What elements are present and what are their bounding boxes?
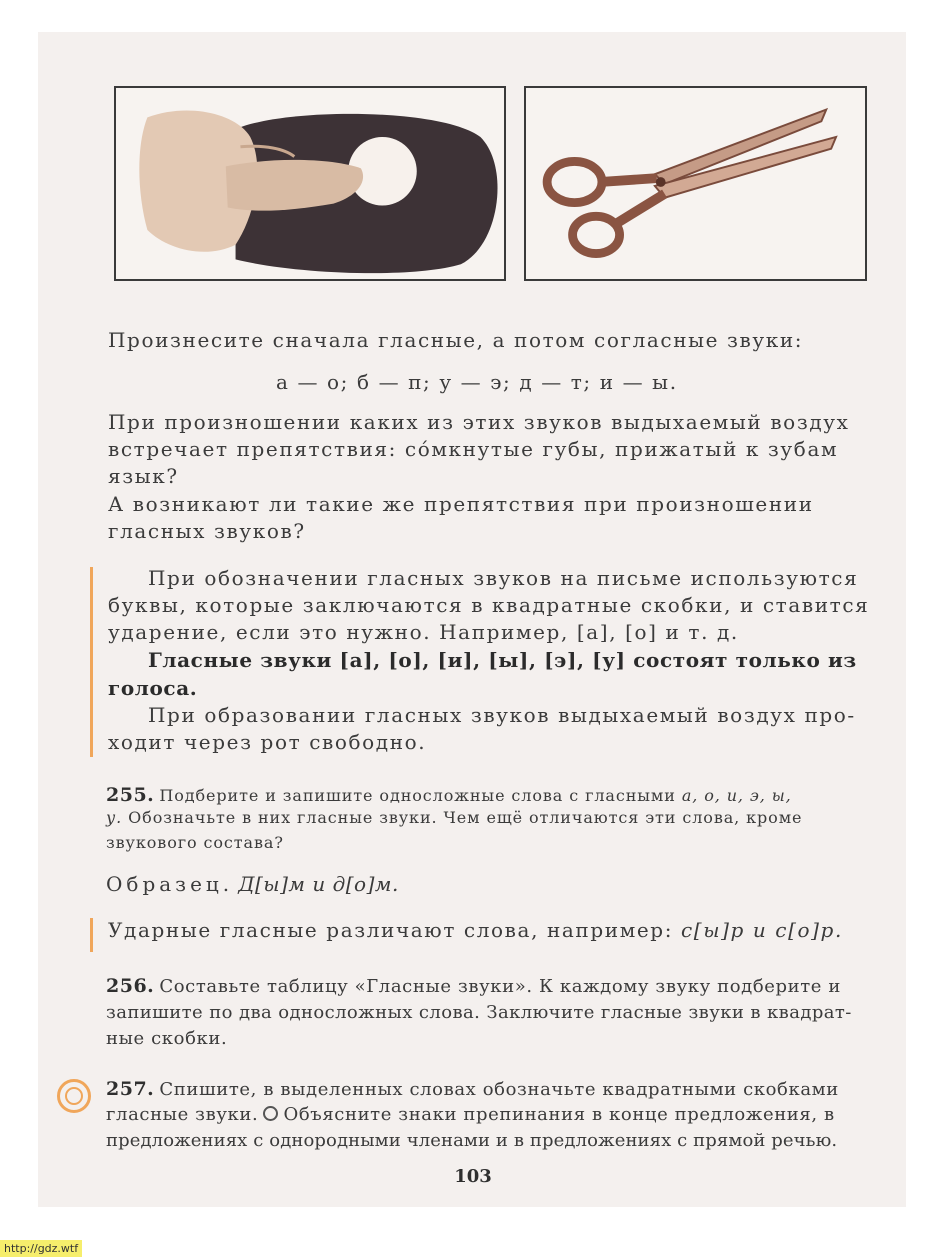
sample-text: Д[ы]м и д[о]м. xyxy=(238,872,399,896)
page-number: 103 xyxy=(454,1166,492,1187)
exercise-text: звукового состава? xyxy=(106,833,284,852)
sample-label: Образец. xyxy=(106,872,234,896)
exercise-text: запишите по два односложных слова. Заключите гласные звуки в квадрат- xyxy=(106,1002,852,1023)
exercise-sample xyxy=(106,872,399,896)
rule-bold-line: голоса. xyxy=(108,676,198,700)
exercise-text: ные скобки. xyxy=(106,1028,228,1049)
rule-line: ударение, если это нужно. Например, [а], [о] и т. д. xyxy=(108,620,739,644)
exercise-marker-icon xyxy=(57,1079,91,1113)
exercise-number: 257. xyxy=(106,1078,155,1100)
rule-bold-line: Гласные звуки [а], [о], [и], [ы], [э], [у] состоят только из xyxy=(148,648,857,672)
watermark-link[interactable]: http://gdz.wtf xyxy=(0,1240,82,1257)
exercise-number: 256. xyxy=(106,975,155,997)
note-example: с[ы]р и с[о]р. xyxy=(681,918,843,942)
rule-line: буквы, которые заключаются в квадратные скобки, и ставится xyxy=(108,593,870,617)
exercise-text: Составьте таблицу «Гласные звуки». К каждому звуку подберите и xyxy=(159,976,841,997)
rule-line: ходит через рот свободно. xyxy=(108,730,427,754)
exercise-text: Обозначьте в них гласные звуки. Чем ещё отличаются эти слова, кроме xyxy=(122,808,803,827)
note-marker xyxy=(90,918,93,952)
exercise-number: 255. xyxy=(106,784,155,806)
question-line: гласных звуков? xyxy=(108,519,306,543)
vowel-letters: а, о, и, э, ы, xyxy=(681,786,792,805)
exercise-text: гласные звуки. xyxy=(106,1104,259,1125)
vowel-letter: у. xyxy=(106,808,123,827)
question-line: язык? xyxy=(108,464,179,488)
rule-marker xyxy=(90,567,93,757)
sound-pairs: а — о; б — п; у — э; д — т; и — ы. xyxy=(276,370,678,394)
exercise-255 xyxy=(106,784,792,806)
exercise-256 xyxy=(106,975,841,997)
exercise-text: предложениях с однородными членами и в предложениях с прямой речью. xyxy=(106,1130,838,1151)
question-line: А возникают ли такие же препятствия при произношении xyxy=(108,492,814,516)
illustration-hand xyxy=(114,86,506,281)
exercise-255-line2 xyxy=(106,808,802,827)
exercise-text: Спишите, в выделенных словах обозначьте квадратными скобками xyxy=(159,1079,839,1100)
intro-instruction: Произнесите сначала гласные, а потом согласные звуки: xyxy=(108,328,804,352)
rule-line: При обозначении гласных звуков на письме используются xyxy=(148,566,859,590)
note-text: Ударные гласные различают слова, например: xyxy=(108,918,681,942)
rule-line: При образовании гласных звуков выдыхаемый воздух про- xyxy=(148,703,856,727)
stressed-vowels-note xyxy=(108,918,843,942)
illustration-scissors xyxy=(524,86,867,281)
circle-marker-icon xyxy=(263,1106,278,1121)
scissors-icon xyxy=(526,88,865,279)
exercise-257 xyxy=(106,1078,839,1100)
exercise-text: Подберите и запишите односложные слова с гласными xyxy=(159,786,682,805)
question-line: встречает препятствия: со́мкнутые губы, прижатый к зубам xyxy=(108,437,839,461)
exercise-257-line2 xyxy=(106,1104,835,1125)
exercise-text: Объясните знаки препинания в конце предложения, в xyxy=(283,1104,835,1125)
question-line: При произношении каких из этих звуков выдыхаемый воздух xyxy=(108,410,850,434)
hand-breath-icon xyxy=(116,88,504,279)
